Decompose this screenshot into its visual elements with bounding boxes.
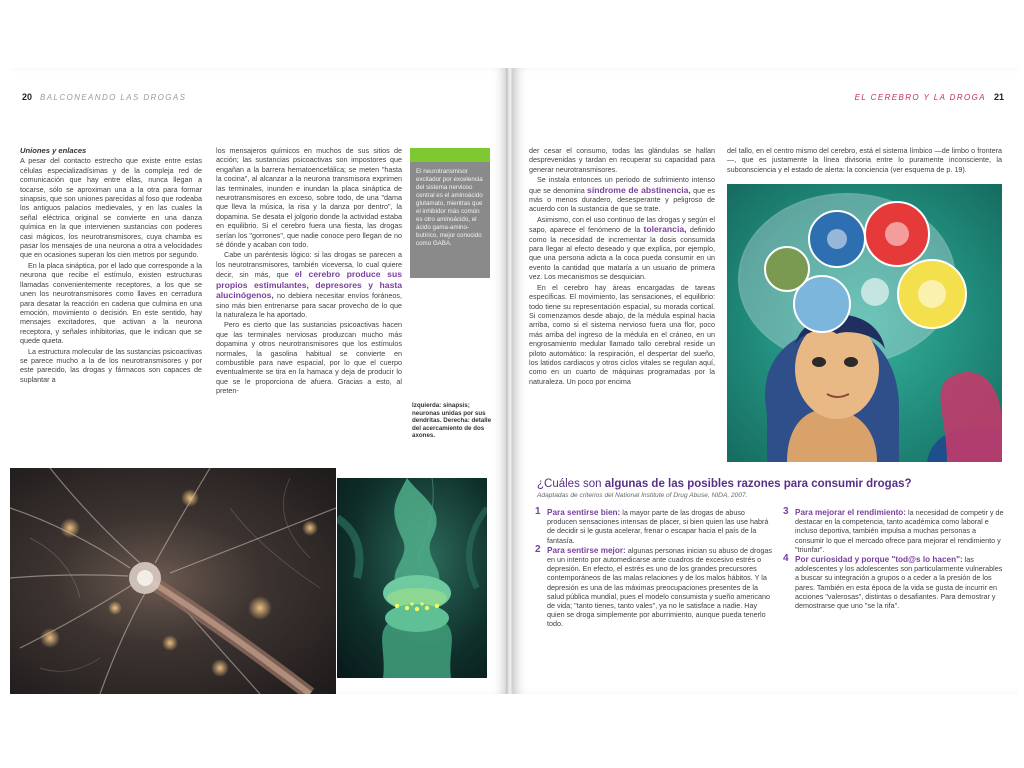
left-page [10, 68, 507, 694]
paragraph: En el cerebro hay áreas encargadas de tareas específicas. El movimiento, las sensaciones, el equilibrio: todo tiene su representación espacial, su morada cortical. Si comenzamos desde abajo, de la médula espinal hacia arriba, como si el sistema nervioso fuera una flor, poco más arriba del ingreso de la médula en el cráneo, en un engrosamiento medular llamado tallo cerebral reside un piloto automático: la respiración, el despertar del sueño, los latidos cardiacos y otros ciclos vitales se regulan aquí, como en un cuarto de máquinas programadas por la naturaleza. Un poco por encima [529, 282, 715, 386]
reason-number: 2 [535, 543, 541, 555]
head-illustration [727, 184, 1002, 462]
question-heading [537, 478, 912, 490]
paragraph: En la placa sináptica, por el lado que corresponde a la neurona que recibe el estímulo, existen estructuras llamadas convenientemente receptores, a los que se unen los neurotransmisores como llaves en cerradura para desatar la reacción en cadena que culmina en una emoción, movimiento o decisión. En este sentido, hay mensajes excitadores, que activan a la neurona receptora, y señales inhibitorias, que le indican que se quede quieta. [20, 260, 202, 346]
synapse-illustration [337, 478, 487, 678]
highlight-text: tolerancia, [643, 224, 687, 235]
reasons-column-1 [535, 508, 775, 630]
paragraph: La estructura molecular de las sustancias psicoactivas se parece mucho a la de los neurotransmisores y por este parecido, las drogas y fármacos son capaces de suplantar a [20, 346, 202, 384]
paragraph-with-highlight [529, 215, 715, 282]
paragraph: Pero es cierto que las sustancias psicoactivas hacen que las terminales nerviosas produzcan mucho más dopamina y otros neurotransmisores que los estímulos normales, la gasolina habitual se convierte en combustible para nave espacial, por lo que el cuerpo eventualmente se tira en la hamaca y deja de producir lo que se le proporciona de afuera. Gracias a esto, al preten- [216, 320, 402, 396]
highlight-text: síndrome de abstinencia, [587, 184, 691, 195]
page-number-right: 21 [993, 92, 1004, 102]
page-number-left: 20 [22, 92, 33, 102]
text-run: que es más o menos duradero, desesperante y peligroso de acuerdo con la sustancia de que se trate. [529, 185, 715, 214]
right-page [513, 68, 1018, 694]
question-source: Adaptadas de criterios del National Institute of Drug Abuse, NIDA, 2007. [537, 492, 748, 499]
reason-title: Para mejorar el rendimiento: [795, 508, 907, 517]
text-run: no debiera necesitar envíos foráneos, sino más bien entrenarse para sacar provecho de lo que la naturaleza le ha aportado. [216, 291, 402, 319]
reason-number: 3 [783, 506, 789, 517]
text-run: Se instala entonces un periodo de sufrimiento intenso que se denomina [529, 175, 715, 195]
sidebar-text: El neurotransmisor excitador por excelencia del sistema nervioso central es el aminoácido glutamato, mientras que el inhibidor más común es otro aminoácido, el ácido gama-amino-butírico, mejor conocido como GABA. [416, 168, 483, 247]
text-run: Cabe un paréntesis lógico: si las drogas se parecen a los neurotransmisores, también viceversa, lo cual quiere decir, sin más, que [216, 250, 402, 280]
paragraph: los mensajeros químicos en muchos de sus sitios de acción; las sustancias psicoactivas son impostores que engañan a la barrera hematoencefálica; se meten "hasta la cocina", al alcanzar a la neurona transmisora exprimen las terminales, inunden e inundan la placa sináptica de neurotransmisores en exceso, sobre todo, de una "dama que lleva la música, la risa y la danza por dentro", la dopamina. Se desata el jolgorio donde la actividad estaba en equilibrio. Si el cerebro fuera una fiesta, las drogas serían los "gorrones", que nadie conoce pero llegan de no sé dónde y acaban con todo. [216, 146, 402, 250]
neuron-photo [10, 468, 336, 694]
section-heading: Uniones y enlaces [20, 146, 87, 155]
reason-item [783, 508, 1005, 554]
left-running-head [22, 92, 186, 102]
paragraph: A pesar del contacto estrecho que existe entre estas células especializadísimas y de la compleja red de comunicación que hay entre ellas, nunca llegan a tocarse, sólo se aproximan una a la otra para formar sinapsis, que son uniones parecidas al foso que rodeaba los antiguos palacios medievales, y en las cuales la señal eléctrica original se convierte en una danza química en la que intervienen sustancias con poderes casi mágicos, los neurotransmisores, cuya chamba es pasar los mensajes de una neurona a otra a velocidades que en ocasiones superan los cien metros por segundo. [20, 156, 202, 260]
right-running-head [855, 92, 1004, 102]
paragraph: der cesar el consumo, todas las glándulas se hallan desprevenidas y tardan en recuperar su capacidad para generar neurotransmisores. [529, 146, 715, 174]
text-run: Asimismo, con el uso continuo de las drogas y según el sapo, aparece el fenómeno de la [529, 214, 715, 235]
question-title-start: ¿Cuáles son [537, 478, 602, 490]
synapse-photo [337, 478, 487, 678]
reason-number: 1 [535, 506, 541, 517]
reasons-column-2 [783, 508, 1005, 611]
sidebar-accent-bar [410, 148, 490, 162]
reason-title: Para sentirse bien: [547, 508, 621, 517]
highlight-text: el cerebro produce sus propios estimulantes, depresores y hasta alucinógenos, [216, 269, 402, 301]
text-run: definido como la necesidad de incrementar la dosis consumida para llegar al efecto deseado y que explica, por ejemplo, que una persona adicta a la coca pueda consumir en un evento la cantidad que mataría a un usuario de primera vez. Los mecanismos se desquician. [529, 225, 716, 282]
reason-text: las adolescentes y los adolescentes son particularmente vulnerables a buscar su integración a grupos o a ceder a la presión de los pares. También en esta época de la vida se gusta de incurrir en acciones "valerosas", distintas o desafiantes. Para demostrar y demostrarse que uno "se la rifa". [795, 555, 1003, 611]
right-column-1 [529, 146, 715, 387]
image-caption: Izquierda: sinapsis; neuronas unidas por sus dendritas. Derecha: detalle del acercamiento de dos axones. [412, 402, 492, 440]
question-title-bold: algunas de las posibles razones para consumir drogas? [604, 478, 912, 490]
reason-item [535, 543, 775, 629]
magazine-spread [10, 68, 1018, 694]
head-with-bubbles-art [727, 184, 1002, 462]
reason-number: 4 [783, 553, 789, 565]
paragraph-with-highlight [529, 175, 715, 214]
paragraph: del tallo, en el centro mismo del cerebro, está el sistema límbico —de limbo o frontera—, que es justamente la línea divisoria entre lo puramente inconsciente, la subconsciencia y el estado de alerta: la conciencia (ver esquema de p. 19). [727, 146, 1002, 174]
running-head-title-right: EL CEREBRO Y LA DROGA [854, 93, 986, 102]
neuron-illustration [10, 468, 336, 694]
reason-item [535, 508, 775, 545]
reason-text: la mayor parte de las drogas de abuso producen sensaciones intensas de placer, si bien quien las use habrá de decidir si le gusta acelerar, frenar o escapar hacia el país de la fantasía. [547, 508, 769, 545]
sidebar-note [410, 148, 490, 278]
reason-text: la necesidad de competir y de destacar en la competencia, tanto académica como laboral e incluso deportiva, también impulsa a muchas personas a consumir lo que el mercado ofrece para mejorar el rendimiento y "triunfar". [795, 508, 1004, 554]
left-column-1 [20, 146, 202, 385]
left-column-2 [216, 146, 402, 397]
paragraph-with-highlight [216, 250, 402, 319]
right-column-2 [727, 146, 1002, 175]
running-head-title-left: BALCONEANDO LAS DROGAS [40, 93, 187, 102]
reason-title: Para sentirse mejor: [547, 545, 626, 555]
reason-text: algunas personas inician su abuso de drogas en un intento por automedicarse ante cuadros de excesivo estrés o depresión. En efecto, el estrés es uno de los grandes precursores contemporáneos de las malas relaciones y de los malos hábitos. Y la depresión es una de las máximas preocupaciones presentes de la salud pública mundial, pues el modelo consumista y sueño americano de vida; "tanto tienes, tanto vales", ya no le satisface a nadie. Hay quien se droga simplemente por aburrimiento, aunque pueda tenerlo todo. [547, 545, 772, 629]
reason-item [783, 555, 1005, 610]
reason-title: Por curiosidad y porque "tod@s lo hacen": [795, 555, 963, 565]
